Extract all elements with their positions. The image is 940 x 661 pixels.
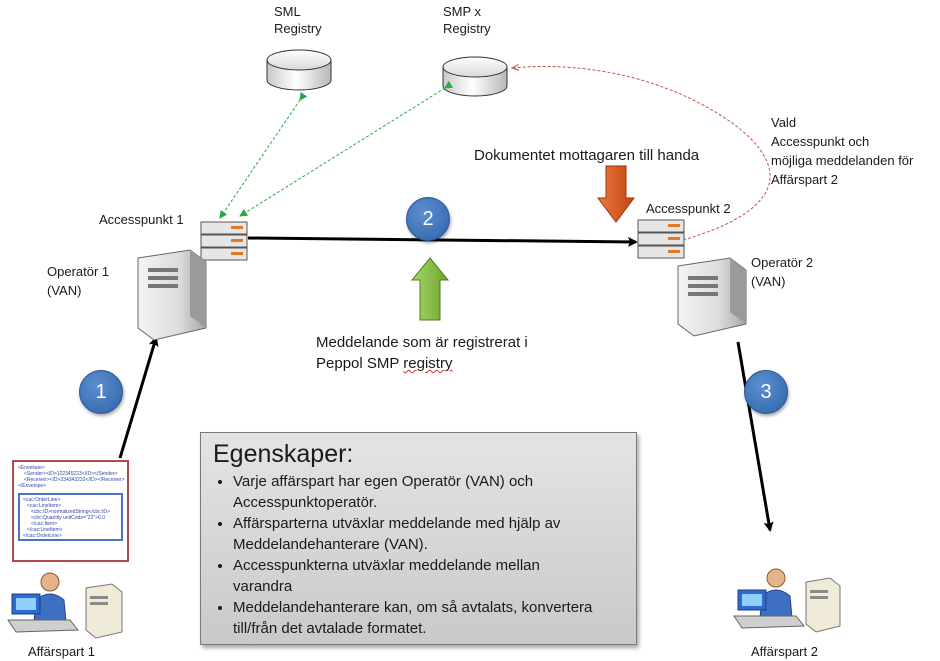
xml-order-line: <cac:LineItem> — [27, 503, 62, 509]
properties-item-line: till/från det avtalade formatet. — [233, 620, 427, 637]
operator-2-label — [751, 253, 813, 291]
properties-item — [233, 555, 626, 597]
operator-1-label-line1: Operatör 1 — [47, 264, 110, 279]
registered-message-prefix: Peppol SMP — [316, 355, 404, 372]
smp-registry-icon — [443, 57, 507, 96]
xml-order-line: </cac:OrderLine> — [23, 533, 62, 539]
properties-item-line: Accesspunktoperatör. — [233, 494, 378, 511]
access-point-2-icon — [638, 220, 684, 258]
operator-1-label-line2: (VAN) — [47, 283, 82, 298]
green-up-arrow — [412, 258, 448, 320]
properties-item-line: varandra — [233, 578, 293, 595]
operator-2-label-line2: (VAN) — [751, 274, 786, 289]
xml-document-snippet — [12, 460, 129, 562]
properties-item-line: Meddelandehanterare (VAN). — [233, 536, 428, 553]
properties-box — [200, 432, 637, 645]
properties-title: Egenskaper: — [213, 440, 354, 468]
operator-1-server-icon — [138, 250, 206, 340]
smp-registry-label — [443, 3, 491, 37]
operator-2-label-line1: Operatör 2 — [751, 255, 814, 270]
vald-line3: möjliga meddelanden för — [771, 153, 914, 168]
party-2-label: Affärspart 2 — [751, 644, 818, 659]
sml-registry-label — [274, 3, 322, 37]
registered-message-line1: Meddelande som är registrerat i — [316, 334, 528, 351]
xml-order-block — [18, 493, 123, 541]
xml-envelope-line: </Envelope> — [18, 483, 47, 489]
xml-envelope-line: <Sender><ID>122345223</ID></Sender> — [24, 471, 118, 477]
step-2-circle: 2 — [406, 197, 450, 241]
orange-down-arrow — [598, 166, 634, 222]
smp-registry-label-line1: SMP x — [443, 4, 482, 19]
registered-message-word: registry — [403, 355, 453, 372]
party-1-label: Affärspart 1 — [28, 644, 95, 659]
party-2-user-icon — [734, 569, 840, 632]
registered-message-label — [316, 332, 528, 374]
vald-line1: Vald — [771, 115, 797, 130]
properties-item — [233, 513, 626, 555]
step-3-circle: 3 — [744, 370, 788, 414]
sml-registry-label-line2: Registry — [274, 21, 322, 36]
vald-line4: Affärspart 2 — [771, 172, 838, 187]
registered-message-line2 — [316, 353, 528, 374]
properties-item-line: Affärsparterna utväxlar meddelande med hjälp av — [233, 515, 561, 532]
arrow-ap1-to-ap2 — [248, 238, 636, 242]
access-point-1-icon — [201, 222, 247, 260]
vald-line2: Accesspunkt och — [771, 134, 870, 149]
xml-envelope-line: <Envelope> — [18, 465, 45, 471]
document-delivered-label: Dokumentet mottagaren till handa — [474, 147, 700, 164]
vald-annotation — [771, 113, 913, 189]
properties-item — [233, 597, 626, 639]
operator-1-label — [47, 262, 109, 300]
properties-list — [213, 471, 626, 639]
step-1-circle: 1 — [79, 370, 123, 414]
xml-order-line: <cac:OrderLine> — [23, 497, 61, 503]
properties-item-line: Accesspunkterna utväxlar meddelande mellan — [233, 557, 540, 574]
operator-2-server-icon — [678, 258, 746, 336]
access-point-1-label: Accesspunkt 1 — [99, 212, 184, 227]
sml-registry-icon — [267, 50, 331, 90]
properties-item-line: Varje affärspart har egen Operatör (VAN) och — [233, 473, 534, 490]
properties-item-line: Meddelandehanterare kan, om så avtalats, konvertera — [233, 599, 593, 616]
xml-envelope-line: <Receiver><ID>334343232</ID></Receiver> — [24, 477, 125, 483]
smp-registry-label-line2: Registry — [443, 21, 491, 36]
arrow-party1-to-op1 — [120, 338, 156, 458]
access-point-2-label: Accesspunkt 2 — [646, 201, 731, 216]
xml-order-line: </cac:Item> — [31, 521, 58, 527]
xml-order-line: <cbc:ID>normalizedString</cbc:ID> — [31, 509, 110, 515]
properties-item — [233, 471, 626, 513]
xml-order-line: <cbc:Quantity unitCode="22">6.0 — [31, 515, 106, 521]
green-dashed-arrows — [220, 88, 445, 218]
sml-registry-label-line1: SML — [274, 4, 301, 19]
xml-order-line: </cac:LineItem> — [27, 527, 63, 533]
party-1-user-icon — [8, 573, 122, 638]
